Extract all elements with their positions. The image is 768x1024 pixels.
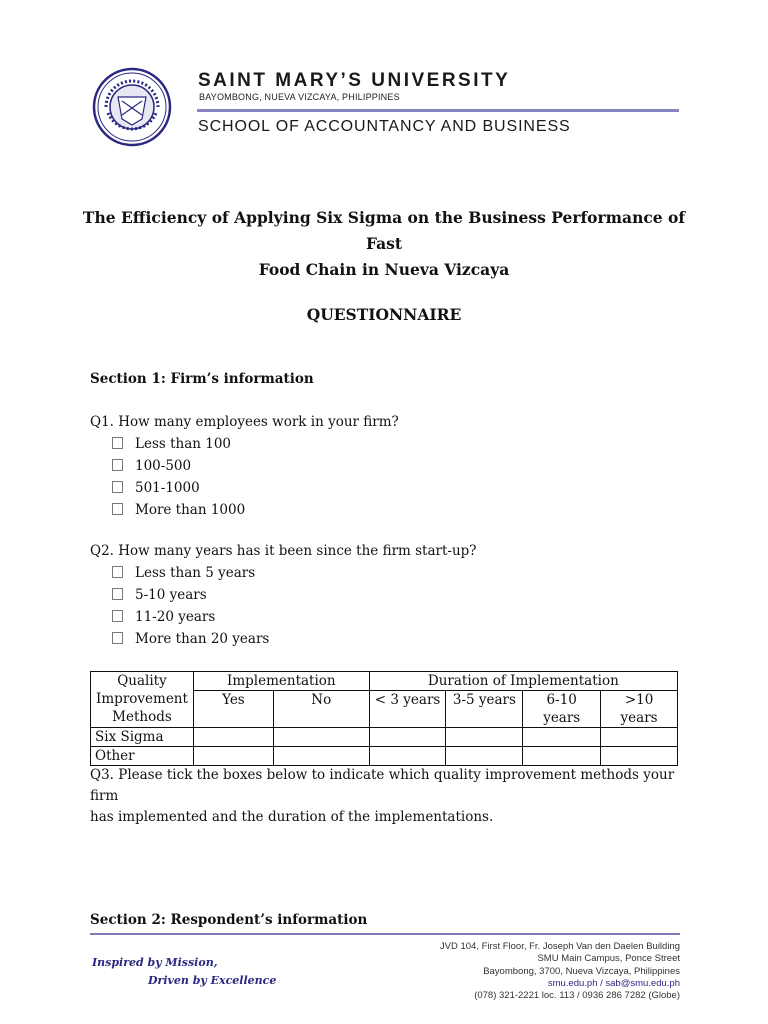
question-3-line-2: has implemented and the duration of the implementations. — [90, 809, 494, 825]
less-3-years-header: < 3 years — [369, 691, 446, 728]
table-row — [91, 728, 678, 747]
question-3-line-1: Q3. Please tick the boxes below to indicate which quality improvement methods your firm — [90, 767, 675, 804]
q2-option[interactable]: 5-10 years — [112, 587, 207, 603]
checkbox-icon[interactable] — [112, 610, 123, 622]
checkbox-icon[interactable] — [112, 588, 123, 600]
contact-block — [440, 941, 680, 1002]
tick-cell[interactable] — [369, 747, 446, 766]
section-2-heading: Section 2: Respondent’s information — [90, 912, 368, 928]
checkbox-icon[interactable] — [112, 459, 123, 471]
q1-option[interactable]: More than 1000 — [112, 502, 245, 518]
checkbox-icon[interactable] — [112, 437, 123, 449]
quality-methods-table — [90, 671, 678, 766]
tick-cell[interactable] — [523, 728, 601, 747]
motto-line-1: Inspired by Mission, — [92, 956, 218, 969]
university-location: BAYOMBONG, NUEVA VIZCAYA, PHILIPPINES — [199, 92, 400, 102]
tick-cell[interactable] — [446, 747, 523, 766]
question-2: Q2. How many years has it been since the firm start-up? — [90, 543, 477, 559]
school-name: SCHOOL OF ACCOUNTANCY AND BUSINESS — [198, 118, 571, 135]
document-title — [80, 205, 688, 283]
university-seal — [92, 67, 172, 147]
tick-cell[interactable] — [193, 728, 273, 747]
over-10-years-header: >10 years — [601, 691, 678, 728]
q1-option[interactable]: 100-500 — [112, 458, 191, 474]
tick-cell[interactable] — [273, 747, 369, 766]
tick-cell[interactable] — [601, 728, 678, 747]
questionnaire-heading: QUESTIONNAIRE — [306, 305, 462, 324]
checkbox-icon[interactable] — [112, 503, 123, 515]
quality-methods-header: Quality Improvement Methods — [91, 672, 194, 728]
web-email-link[interactable]: smu.edu.ph / sab@smu.edu.ph — [547, 977, 680, 989]
motto-line-2: Driven by Excellence — [148, 974, 277, 987]
phone-line: (078) 321-2221 loc. 113 / 0936 286 7282 (Globe) — [474, 990, 680, 1002]
tick-cell[interactable] — [273, 728, 369, 747]
title-line-1: The Efficiency of Applying Six Sigma on the Business Performance of Fast — [82, 208, 686, 253]
duration-header: Duration of Implementation — [369, 672, 677, 691]
q2-option[interactable]: Less than 5 years — [112, 565, 255, 581]
q1-option[interactable]: 501-1000 — [112, 480, 200, 496]
address-line-3: Bayombong, 3700, Nueva Vizcaya, Philippines — [483, 965, 680, 977]
header-divider — [197, 109, 679, 112]
3-5-years-header: 3-5 years — [446, 691, 523, 728]
question-3 — [90, 765, 690, 828]
tick-cell[interactable] — [446, 728, 523, 747]
university-name: SAINT MARY’S UNIVERSITY — [198, 70, 511, 91]
tick-cell[interactable] — [369, 728, 446, 747]
address-line-1: JVD 104, First Floor, Fr. Joseph Van den Daelen Building — [439, 941, 680, 952]
q1-option[interactable]: Less than 100 — [112, 436, 231, 452]
question-1: Q1. How many employees work in your firm? — [90, 414, 399, 430]
tick-cell[interactable] — [193, 747, 273, 766]
address-line-2: SMU Main Campus, Ponce Street — [537, 953, 680, 965]
checkbox-icon[interactable] — [112, 632, 123, 644]
title-line-2: Food Chain in Nueva Vizcaya — [258, 260, 510, 279]
yes-header: Yes — [193, 691, 273, 728]
q2-option[interactable]: 11-20 years — [112, 609, 215, 625]
checkbox-icon[interactable] — [112, 566, 123, 578]
tick-cell[interactable] — [601, 747, 678, 766]
footer-divider — [90, 933, 680, 935]
section-1-heading: Section 1: Firm’s information — [90, 371, 314, 387]
q2-option[interactable]: More than 20 years — [112, 631, 269, 647]
tick-cell[interactable] — [523, 747, 601, 766]
no-header: No — [273, 691, 369, 728]
table-row — [91, 747, 678, 766]
row-label-six-sigma: Six Sigma — [91, 728, 194, 747]
6-10-years-header: 6-10 years — [523, 691, 601, 728]
checkbox-icon[interactable] — [112, 481, 123, 493]
implementation-header: Implementation — [193, 672, 369, 691]
row-label-other: Other — [91, 747, 194, 766]
